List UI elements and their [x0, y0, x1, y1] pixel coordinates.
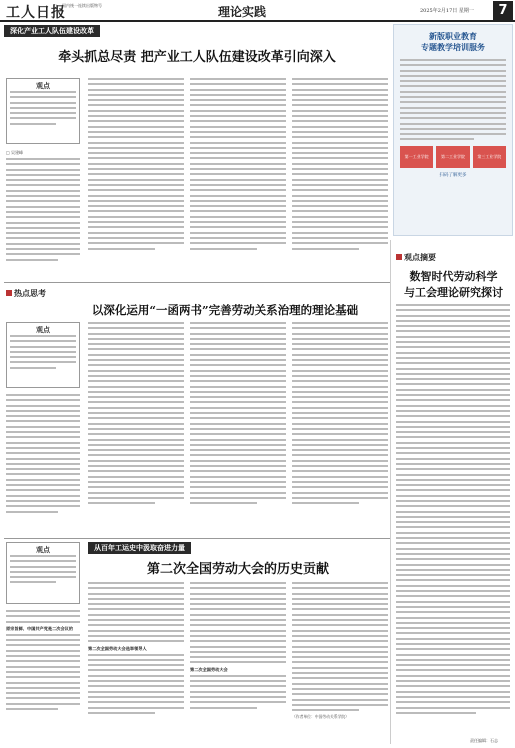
article3-body [396, 304, 510, 740]
newspaper-logo: 工人日报 [6, 5, 66, 21]
article3-tag [396, 252, 436, 263]
abstract-title: 观点 [36, 81, 50, 90]
article2-tag [6, 288, 46, 299]
abstract-title: 观点 [36, 325, 50, 334]
article1-abstract-box [6, 78, 80, 144]
article4-ribbon: 从百年工运史中汲取奋进力量 [88, 542, 191, 554]
article2-col3 [190, 322, 286, 534]
divider-2 [4, 538, 390, 539]
article1-col4 [292, 78, 388, 276]
article4-sub3: 第二次全国劳动大会 [190, 666, 228, 672]
article2-abstract-box [6, 322, 80, 388]
article2-col2 [88, 322, 184, 534]
article2-col1 [6, 394, 80, 534]
divider [4, 282, 390, 283]
education-ad[interactable] [393, 24, 513, 236]
article1-byline: □ 吴建峰 [6, 150, 24, 155]
article4-headline: 第二次全国劳动大会的历史贡献 [146, 562, 329, 577]
article4-col1 [6, 610, 80, 742]
article1-col2 [88, 78, 184, 276]
article1-col3 [190, 78, 286, 276]
article3-tag-label: 观点摘要 [404, 252, 436, 262]
article2-headline: 以深化运用“一函两书”完善劳动关系治理的理论基础 [91, 303, 359, 317]
article4-col4 [292, 582, 388, 742]
square-icon [6, 290, 12, 296]
article2-tag-label: 热点思考 [14, 288, 46, 298]
article1-ribbon: 深化产业工人队伍建设改革 [4, 25, 100, 37]
column-divider [390, 240, 391, 744]
footer-editor: 责任编辑：石志 [470, 738, 498, 743]
article2-col4 [292, 322, 388, 534]
ad-cell-1: 第一工业学院 [400, 146, 433, 168]
page-number: 7 [493, 1, 513, 20]
ad-footer: 扫码了解更多 [439, 173, 467, 179]
article4-col3 [190, 582, 286, 742]
article4-sub1: 原宗旨鲜、中国共产党是二次会议的 [6, 625, 74, 631]
article4-affiliation: （作者单位：中国劳动关系学院） [292, 714, 349, 720]
article4-sub2: 第二次全国劳动大会选举领导人 [88, 645, 147, 651]
ad-title-2: 专题教学培训服务 [421, 43, 485, 52]
article3-headline-1: 数智时代劳动科学 [409, 270, 498, 283]
issue-date: 2025年2月17日 星期一 [420, 8, 474, 14]
article4-col2 [88, 582, 184, 742]
section-title: 理论实践 [218, 5, 267, 19]
article1-col1 [6, 158, 80, 276]
article3-headline-2: 与工会理论研究探讨 [404, 286, 503, 299]
article4-abstract-box [6, 542, 80, 604]
square-icon [396, 254, 402, 260]
logo-subtitle: 国内统一连续出版物号 [62, 3, 102, 8]
abstract-title: 观点 [36, 545, 50, 554]
ad-title-1: 新版职业教育 [429, 32, 477, 41]
ad-cell-2: 第二工业学院 [436, 146, 469, 168]
article1-headline: 牵头抓总尽责 把产业工人队伍建设改革引向深入 [58, 50, 336, 65]
ad-cell-3: 第三工业学院 [473, 146, 506, 168]
